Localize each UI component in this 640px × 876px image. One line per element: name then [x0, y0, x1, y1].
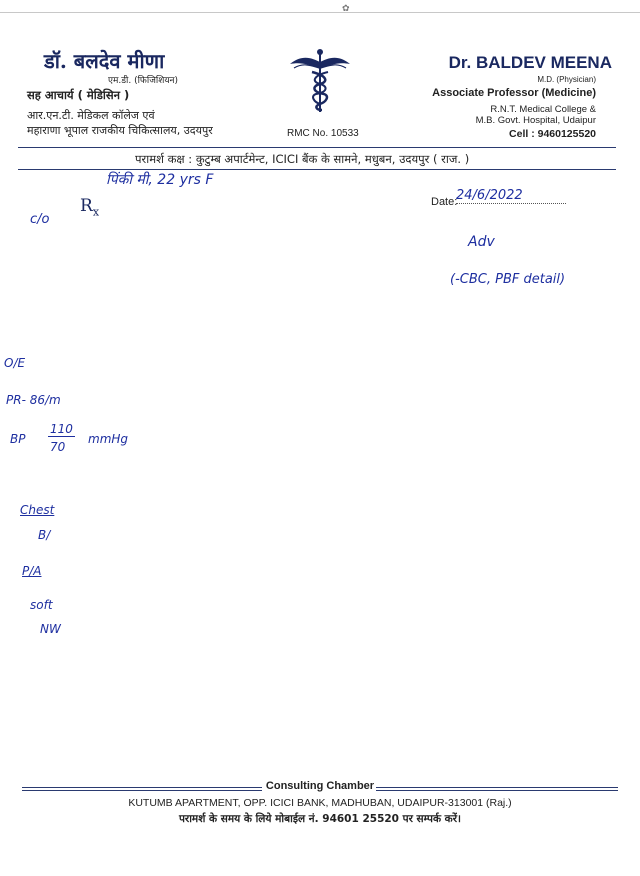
- bp-unit: mmHg: [88, 432, 129, 446]
- college-english: R.N.T. Medical College &: [490, 104, 596, 115]
- designation-hindi: सह आचार्य ( मेडिसिन ): [27, 88, 130, 102]
- pulse-rate: PR- 86/m: [6, 393, 61, 407]
- page-top-edge: [0, 12, 640, 13]
- abdomen-finding-2: NW: [40, 622, 61, 636]
- footer-address: KUTUMB APARTMENT, OPP. ICICI BANK, MADHUBAN, UDAIPUR-313001 (Raj.): [128, 797, 512, 809]
- rx-symbol: $R_x$: [80, 196, 100, 219]
- rmc-number: RMC No. 10533: [287, 128, 359, 139]
- bp-systolic: 110: [50, 422, 73, 436]
- date-value: 24/6/2022: [456, 188, 566, 204]
- scan-mark: ✿: [342, 4, 350, 14]
- hospital-hindi: महाराणा भूपाल राजकीय चिकित्सालय, उदयपुर: [27, 124, 213, 137]
- doctor-name-hindi: डॉ. बलदेव मीणा: [44, 49, 165, 73]
- chest-heading: Chest: [20, 503, 55, 517]
- abdomen-finding-1: soft: [30, 598, 53, 612]
- chest-finding: B/: [38, 528, 51, 542]
- degree-hindi: एम.डी. (फिजिशियन): [108, 76, 179, 86]
- caduceus-icon: [288, 48, 352, 114]
- patient-details: पिंकी मी, 22 yrs F: [106, 172, 214, 188]
- footer-contact: परामर्श के समय के लिये मोबाईल नं. 94601 25520 पर सम्पर्क करें।: [178, 813, 462, 825]
- cell-number: Cell : 9460125520: [509, 128, 596, 140]
- exam-heading: O/E: [4, 356, 26, 370]
- doctor-name-english: Dr. BALDEV MEENA: [448, 53, 612, 72]
- degree-english: M.D. (Physician): [537, 75, 596, 84]
- abdomen-heading: P/A: [22, 564, 42, 578]
- designation-english: Associate Professor (Medicine): [432, 87, 596, 99]
- date-label: Date:: [431, 196, 458, 208]
- bp-label: BP: [10, 432, 26, 446]
- header-divider-top: [18, 147, 616, 148]
- bp-diastolic: 70: [50, 440, 66, 454]
- hospital-english: M.B. Govt. Hospital, Udaipur: [475, 115, 596, 126]
- footer-chamber-title: Consulting Chamber: [265, 780, 375, 792]
- college-hindi: आर.एन.टी. मेडिकल कॉलेज एवं: [27, 109, 155, 122]
- advice-tests: (-CBC, PBF detail): [450, 272, 566, 287]
- advice-heading: Adv: [468, 234, 495, 250]
- complaint-note: c/o: [30, 212, 50, 227]
- consultation-address: परामर्श कक्ष : कुटुम्ब अपार्टमेन्ट, ICICI बैंक के सामने, मधुबन, उदयपुर ( राज. ): [135, 152, 470, 166]
